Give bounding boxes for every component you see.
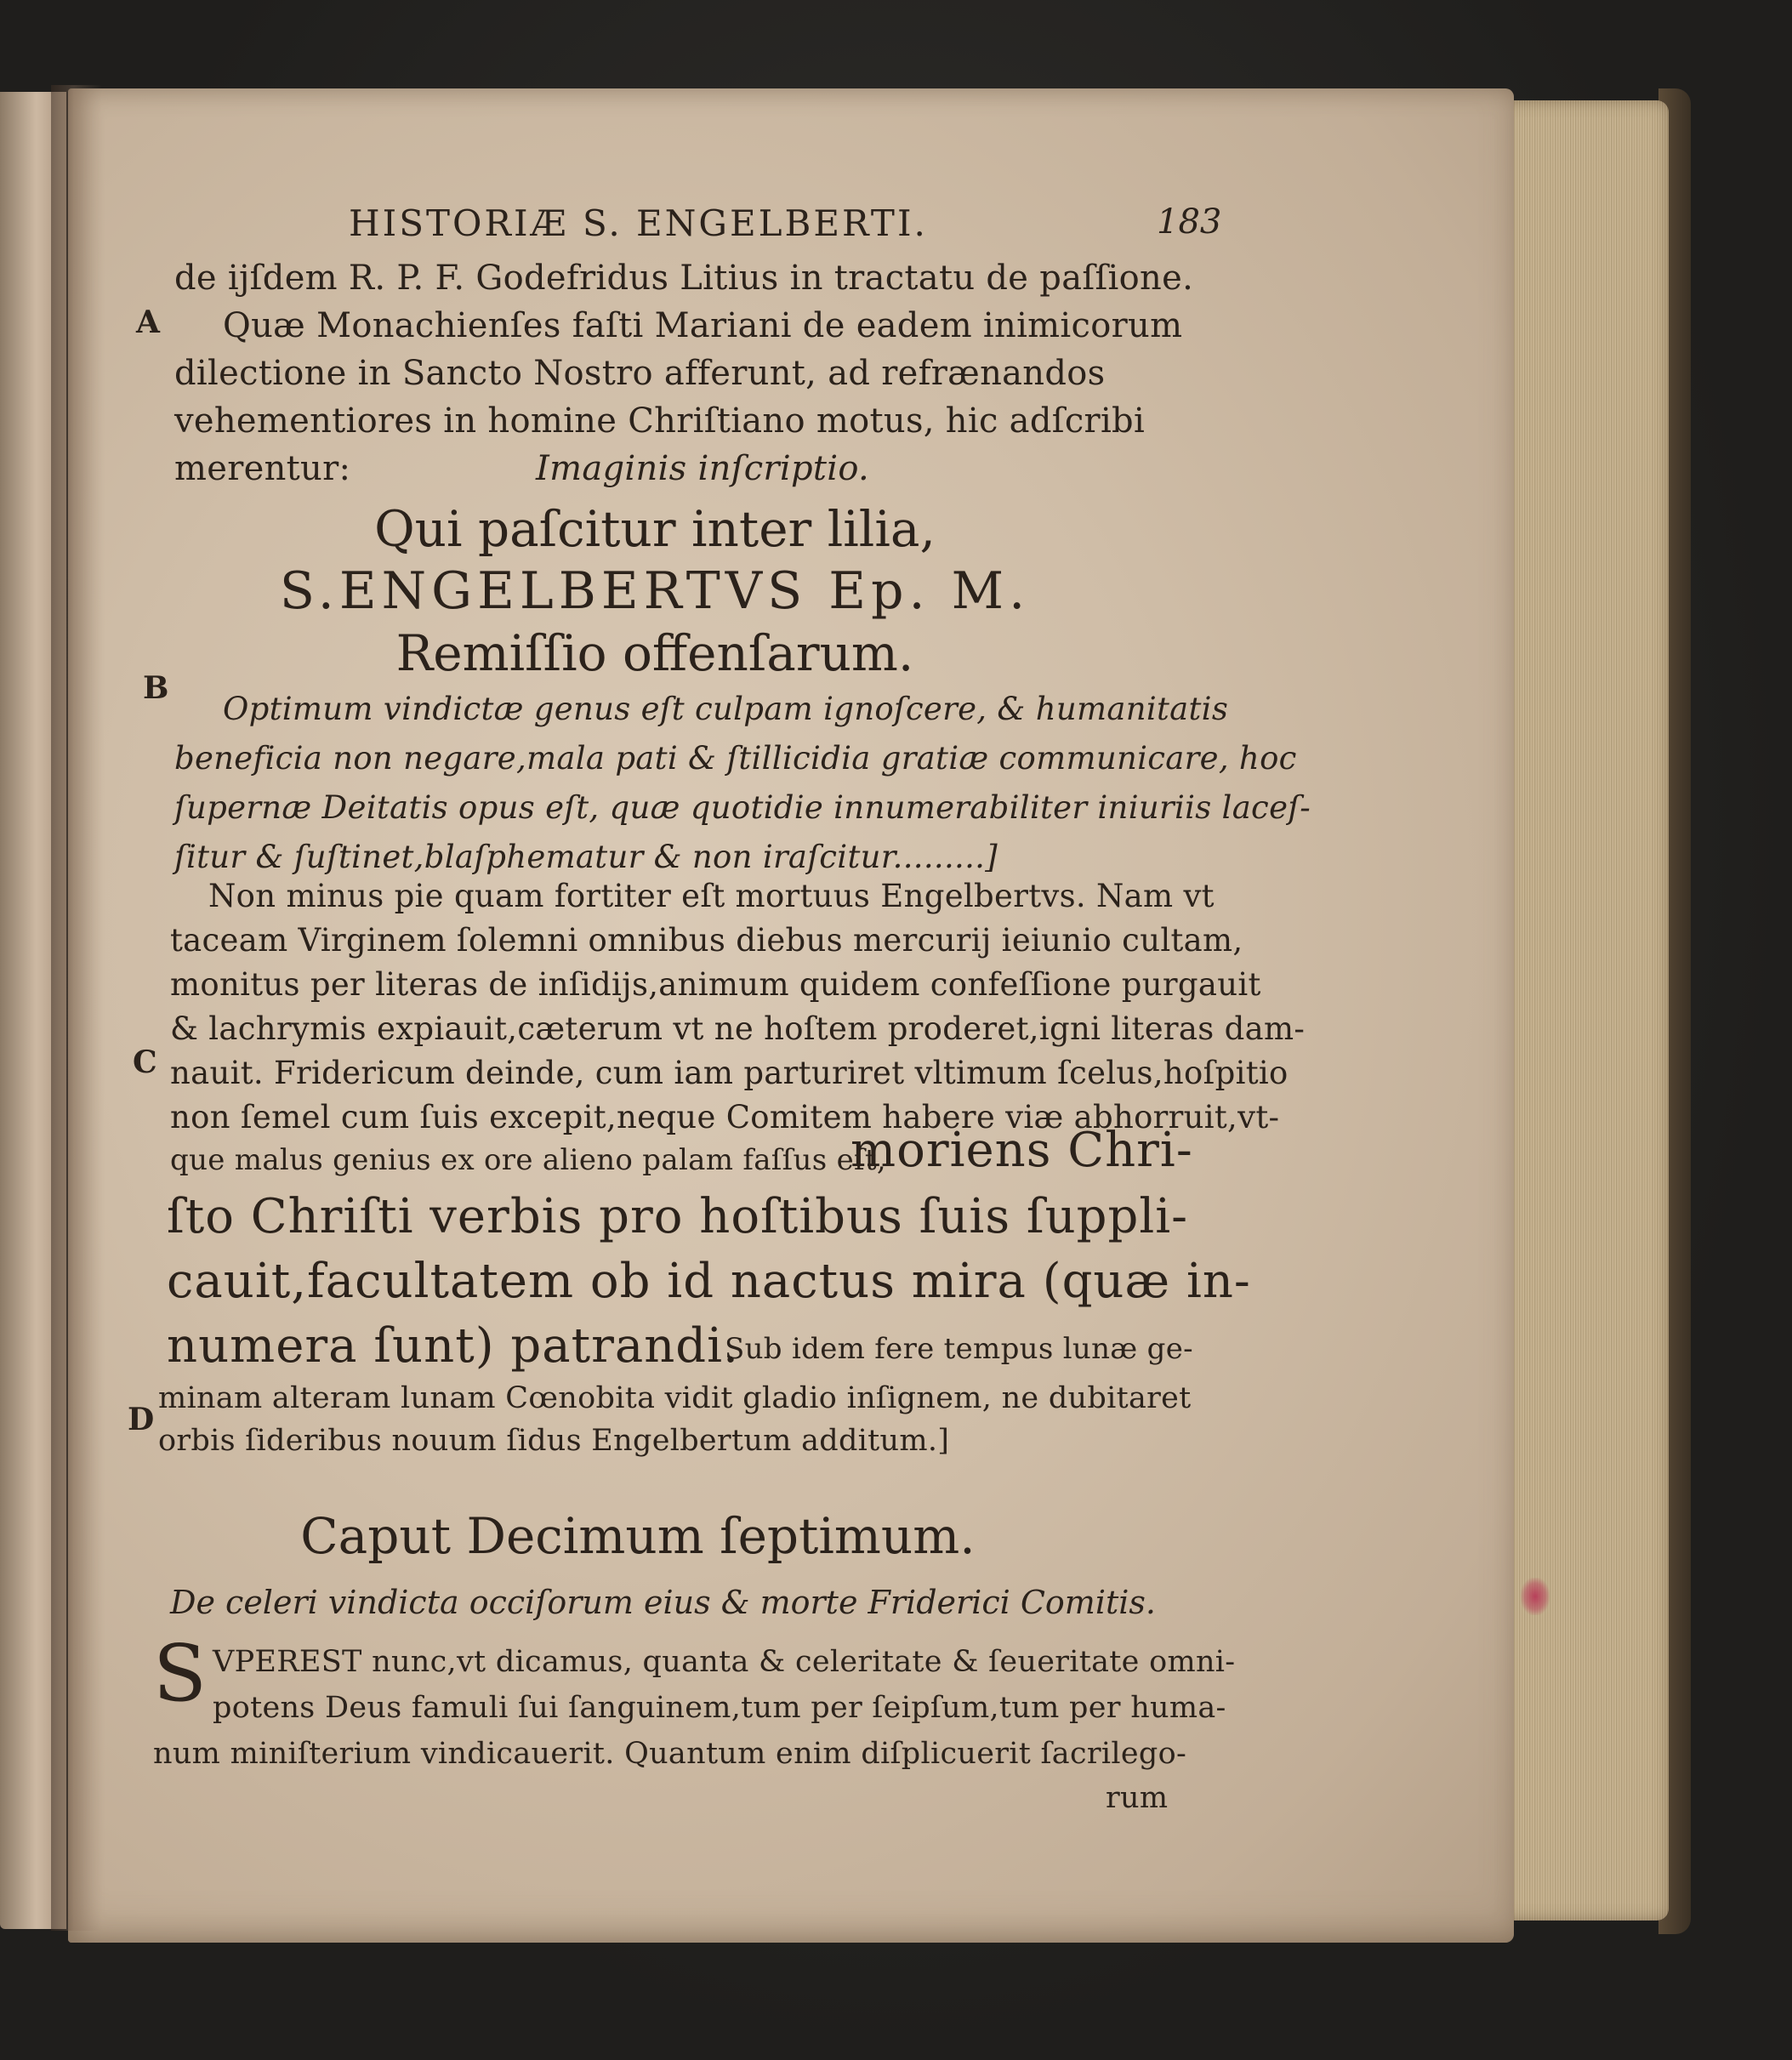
margin-letter-b: B [143, 670, 169, 706]
large-text-line: moriens Chri- [850, 1123, 1193, 1178]
italic-line: beneficia non negare,mala pati & ſtillicidia gratiæ communicare, hoc [174, 740, 1297, 777]
text-line: non ſemel cum ſuis excepit,neque Comitem habere viæ abhorruit,vt- [170, 1099, 1280, 1135]
drop-cap: S [153, 1628, 208, 1719]
text-line: num miniſterium vindicauerit. Quantum enim diſplicuerit ſacrilego- [153, 1737, 1187, 1771]
text-line: vehementiores in homine Chriſtiano motus, hic adſcribi [174, 401, 1146, 441]
text-line: Quæ Monachienſes faſti Mariani de eadem inimicorum [223, 306, 1183, 345]
text-line: VPEREST nunc,vt dicamus, quanta & celeritate & ſeueritate omni- [213, 1645, 1236, 1679]
margin-letter-a: A [136, 304, 160, 340]
inscription-line: Remiſſio offenſarum. [395, 624, 914, 682]
text-line: minam alteram lunam Cœnobita vidit gladio inſignem, ne dubitaret [158, 1381, 1192, 1415]
gutter-shadow [51, 85, 102, 1931]
chapter-title: Caput Decimum ſeptimum. [300, 1507, 976, 1565]
margin-letter-d: D [128, 1402, 155, 1437]
text-line: potens Deus famuli ſui ſanguinem,tum per ſeipſum,tum per huma- [213, 1691, 1226, 1725]
italic-line: ſupernæ Deitatis opus eſt, quæ quotidie innumerabiliter iniuriis laceſ- [174, 789, 1311, 826]
large-text-line: numera ſunt) patrandi. [167, 1318, 739, 1374]
page-number: 183 [1157, 202, 1222, 242]
chapter-subtitle: De celeri vindicta occiſorum eius & morte Friderici Comitis. [170, 1584, 1156, 1621]
text-line: orbis ſideribus nouum ſidus Engelbertum additum.] [158, 1424, 950, 1458]
text-line: nauit. Fridericum deinde, cum iam parturiret vltimum ſcelus,hoſpitio [170, 1055, 1289, 1091]
large-text-line: cauit,facultatem ob id nactus mira (quæ in- [167, 1254, 1251, 1309]
text-line: Non minus pie quam fortiter eſt mortuus Engelbertvs. Nam vt [208, 878, 1215, 914]
text-line: que malus genius ex ore alieno palam faſſus eſt, [170, 1143, 886, 1177]
running-title: HISTORIÆ S. ENGELBERTI. [349, 202, 928, 244]
text-line: de ijſdem R. P. F. Godefridus Litius in tractatu de paſſione. [174, 259, 1194, 298]
text-line: taceam Virginem ſolemni omnibus diebus mercurij ieiunio cultam, [170, 922, 1243, 959]
margin-letter-c: C [133, 1044, 157, 1080]
large-text-line: ſto Chriſti verbis pro hoſtibus ſuis ſuppli- [167, 1189, 1189, 1244]
inscription-line: S.ENGELBERTVS Ep. M. [279, 561, 1031, 621]
text-line: monitus per literas de inſidijs,animum quidem confeſſione purgauit [170, 966, 1261, 1003]
italic-line: ſitur & ſuſtinet,blaſphematur & non iraſcitur.........] [174, 839, 998, 875]
italic-line: Optimum vindictæ genus eſt culpam ignoſcere, & humanitatis [223, 691, 1229, 727]
page-block-edge [1499, 100, 1669, 1921]
text-line: dilectione in Sancto Nostro afferunt, ad refrænandos [174, 354, 1106, 393]
catchword: rum [1106, 1781, 1169, 1815]
text-line: & lachrymis expiauit,cæterum vt ne hoſtem proderet,igni literas dam- [170, 1010, 1306, 1047]
text-line: merentur: [174, 449, 351, 488]
inscription-line: Qui paſcitur inter lilia, [374, 500, 936, 558]
red-ink-mark [1521, 1578, 1550, 1615]
inscription-label: Imaginis inſcriptio. [536, 449, 870, 488]
text-line: Sub idem fere tempus lunæ ge- [725, 1332, 1193, 1366]
